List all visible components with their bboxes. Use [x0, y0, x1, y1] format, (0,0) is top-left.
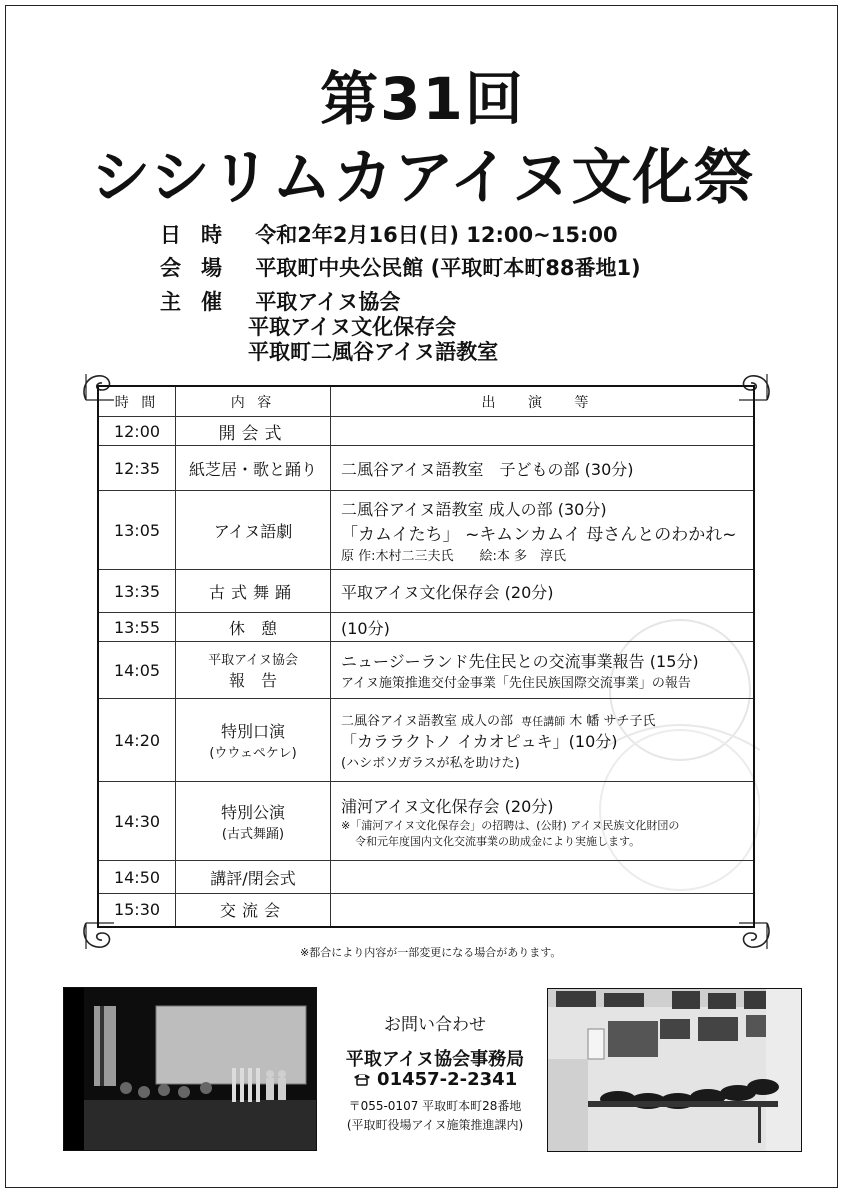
contact-office: 平取アイヌ協会事務局	[345, 1049, 525, 1070]
instructor-name: 木 幡 サチ子氏	[569, 713, 656, 729]
festival-title: シシリムカアイヌ文化祭	[90, 143, 755, 213]
row-performer	[331, 491, 755, 570]
table-header-row	[98, 386, 754, 417]
table-row	[98, 417, 754, 446]
venue-value: 平取町中央公民館 (平取町本町88番地1)	[255, 256, 641, 280]
row-time: 14:20	[98, 699, 176, 782]
performer-line: 二風谷アイヌ語教室 成人の部 (30分)	[341, 499, 607, 519]
performer-line: 浦河アイヌ文化保存会 (20分)	[341, 796, 554, 816]
host-3: 平取町二風谷アイヌ語教室	[248, 340, 499, 364]
instructor-label: 専任講師	[521, 714, 566, 728]
schedule-table	[97, 385, 755, 928]
performer-line: ※「浦河アイヌ文化保存会」の招聘は、(公財) アイヌ民族文化財団の	[341, 818, 680, 832]
contact-phone-row	[330, 1069, 540, 1091]
phone-icon	[353, 1070, 371, 1091]
contact-address-note: (平取町役場アイヌ施策推進課内)	[346, 1118, 524, 1132]
table-row	[98, 699, 754, 782]
row-content: 休 憩	[176, 613, 331, 642]
performer-line: 原 作:木村二三夫氏 絵:本 多 淳氏	[341, 548, 567, 564]
contact-heading: お問い合わせ	[384, 1015, 486, 1035]
row-performer: 平取アイヌ文化保存会 (20分)	[331, 570, 755, 613]
table-row	[98, 894, 754, 927]
contact-phone: 01457-2-2341	[377, 1069, 518, 1090]
performer-line: 「カララクトノ イカオピュキ」(10分)	[341, 731, 618, 751]
content-line: (ウウェペケレ)	[209, 746, 297, 761]
row-performer	[331, 861, 755, 894]
row-performer	[331, 782, 755, 861]
table-row	[98, 782, 754, 861]
row-content: 古式舞踊	[176, 570, 331, 613]
row-performer	[331, 699, 755, 782]
performer-line	[341, 710, 753, 729]
schedule-note: ※都合により内容が一部変更になる場合があります。	[300, 946, 562, 959]
row-performer	[331, 417, 755, 446]
row-time: 13:35	[98, 570, 176, 613]
date-value: 令和2年2月16日(日) 12:00~15:00	[255, 223, 618, 247]
contact-address: 〒055-0107 平取町本町28番地	[348, 1099, 522, 1113]
row-time: 13:55	[98, 613, 176, 642]
performer-line: 令和元年度国内文化交流事業の助成金により実施します。	[355, 834, 641, 848]
row-performer	[331, 894, 755, 927]
row-performer: 二風谷アイヌ語教室 子どもの部 (30分)	[331, 446, 755, 491]
row-content: 交流会	[176, 894, 331, 927]
table-row	[98, 491, 754, 570]
table-row	[98, 446, 754, 491]
content-line: 特別口演	[220, 722, 285, 741]
performer-line: アイヌ施策推進交付金事業「先住民族国際交流事業」の報告	[341, 676, 691, 691]
row-time: 14:30	[98, 782, 176, 861]
row-time: 14:05	[98, 642, 176, 699]
header-time: 時 間	[98, 386, 176, 417]
table-row	[98, 613, 754, 642]
row-time: 13:05	[98, 491, 176, 570]
performer-group: 二風谷アイヌ語教室 成人の部	[341, 713, 513, 729]
host-label: 主催	[160, 290, 242, 314]
edition-title: 第31回	[320, 65, 525, 133]
content-line: 平取アイヌ協会	[208, 653, 298, 668]
host-2: 平取アイヌ文化保存会	[248, 315, 457, 339]
host-1: 平取アイヌ協会	[255, 290, 401, 314]
header-content: 内 容	[176, 386, 331, 417]
exhibit-photo-image	[548, 989, 801, 1151]
performer-line: (ハシボソガラスが私を助けた)	[341, 755, 520, 771]
row-time: 12:35	[98, 446, 176, 491]
performer-line: ニュージーランド先住民との交流事業報告 (15分)	[341, 652, 699, 671]
row-content: アイヌ語劇	[176, 491, 331, 570]
row-content	[176, 642, 331, 699]
row-performer: (10分)	[331, 613, 755, 642]
header-performer: 出 演 等	[331, 386, 755, 417]
stage-photo	[63, 987, 317, 1151]
table-row	[98, 642, 754, 699]
table-row	[98, 570, 754, 613]
performer-line: 「カムイたち」 ~キムンカムイ 母さんとのわかれ~	[341, 524, 737, 545]
venue-row	[160, 252, 641, 282]
stage-photo-image	[64, 988, 316, 1150]
row-time: 15:30	[98, 894, 176, 927]
table-row	[98, 861, 754, 894]
content-line: 報 告	[228, 671, 277, 690]
venue-label: 会場	[160, 256, 242, 280]
date-label: 日時	[160, 223, 242, 247]
row-content: 開会式	[176, 417, 331, 446]
row-content: 紙芝居・歌と踊り	[176, 446, 331, 491]
row-time: 12:00	[98, 417, 176, 446]
row-content: 講評/閉会式	[176, 861, 331, 894]
content-line: (古式舞踊)	[221, 827, 285, 842]
date-row	[160, 219, 618, 249]
row-content	[176, 782, 331, 861]
row-performer	[331, 642, 755, 699]
row-time: 14:50	[98, 861, 176, 894]
content-line: 特別公演	[220, 803, 285, 822]
row-content	[176, 699, 331, 782]
exhibit-photo	[547, 988, 802, 1152]
